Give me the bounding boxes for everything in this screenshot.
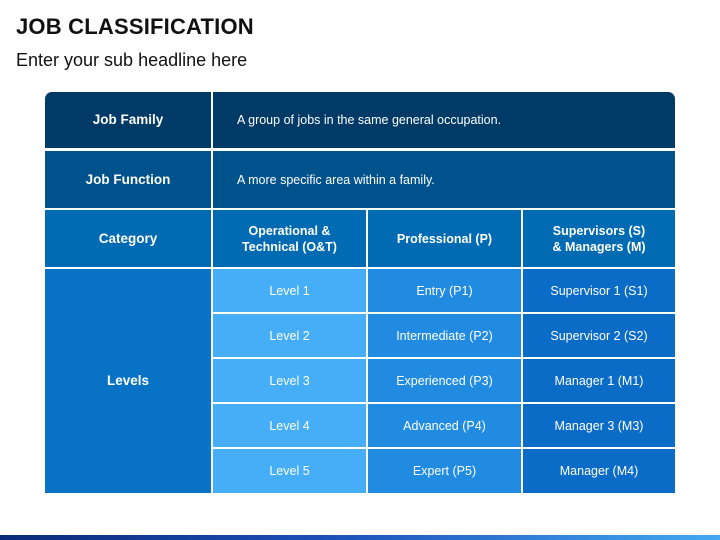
job-function-description: A more specific area within a family. — [213, 151, 675, 208]
level-cell-supervisors: Manager 1 (M1) — [523, 359, 675, 402]
level-cell-ot: Level 2 — [213, 314, 366, 357]
level-cell-professional: Entry (P1) — [368, 269, 521, 312]
level-cell-supervisors: Supervisor 1 (S1) — [523, 269, 675, 312]
category-label: Category — [45, 210, 211, 267]
level-cell-supervisors: Manager (M4) — [523, 449, 675, 493]
footer-accent-bar — [0, 535, 720, 540]
page-title: JOB CLASSIFICATION — [16, 14, 254, 39]
page-subtitle: Enter your sub headline here — [16, 50, 248, 70]
job-family-description: A group of jobs in the same general occupation. — [213, 92, 675, 148]
job-classification-table — [45, 92, 675, 493]
job-function-label: Job Function — [45, 151, 211, 208]
category-column-ot: Operational & Technical (O&T) — [213, 210, 366, 267]
level-cell-ot: Level 5 — [213, 449, 366, 493]
level-cell-professional: Advanced (P4) — [368, 404, 521, 447]
level-cell-professional: Expert (P5) — [368, 449, 521, 493]
category-column-professional: Professional (P) — [368, 210, 521, 267]
level-cell-ot: Level 4 — [213, 404, 366, 447]
job-family-label: Job Family — [45, 92, 211, 148]
level-cell-professional: Experienced (P3) — [368, 359, 521, 402]
level-cell-ot: Level 3 — [213, 359, 366, 402]
levels-label: Levels — [45, 269, 211, 493]
category-column-supervisors-managers: Supervisors (S) & Managers (M) — [523, 210, 675, 267]
level-cell-supervisors: Supervisor 2 (S2) — [523, 314, 675, 357]
level-cell-professional: Intermediate (P2) — [368, 314, 521, 357]
level-cell-ot: Level 1 — [213, 269, 366, 312]
level-cell-supervisors: Manager 3 (M3) — [523, 404, 675, 447]
